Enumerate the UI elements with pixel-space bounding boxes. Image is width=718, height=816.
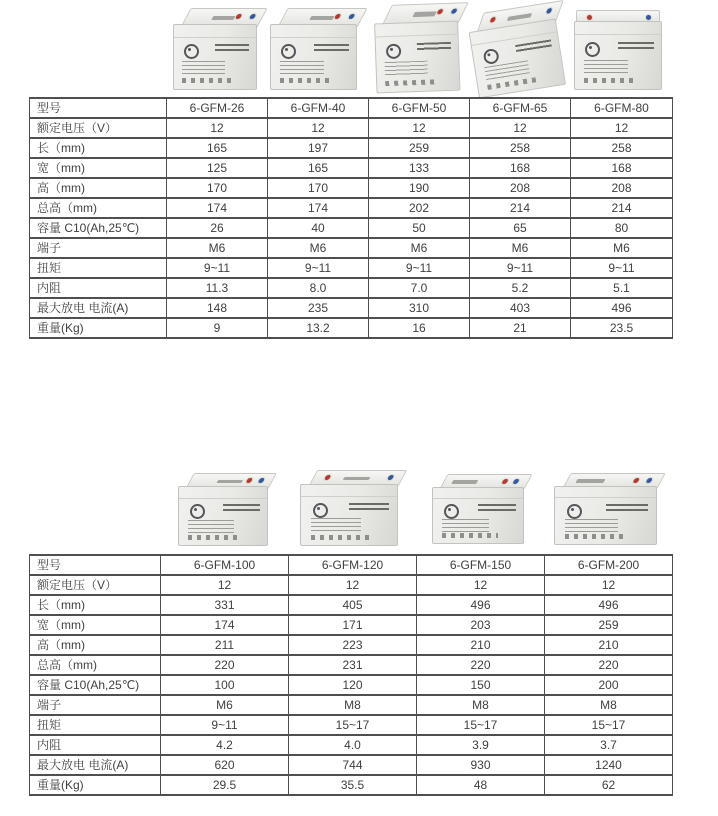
- model-header: 6-GFM-120: [289, 555, 417, 575]
- cell-value: M6: [571, 238, 673, 258]
- table-row: [30, 655, 673, 675]
- row-label: 重量(Kg): [30, 318, 167, 338]
- model-header: 6-GFM-40: [268, 98, 369, 118]
- battery-model-text: [349, 503, 389, 512]
- row-label: 总高（mm): [30, 198, 167, 218]
- battery-photo-9: [554, 473, 657, 545]
- cell-value: 12: [470, 118, 571, 138]
- cell-value: 220: [161, 655, 289, 675]
- battery-front-label: [432, 487, 524, 544]
- table-row: [30, 595, 673, 615]
- cell-value: 9~11: [571, 258, 673, 278]
- cell-value: 8.0: [268, 278, 369, 298]
- cell-value: 13.2: [268, 318, 369, 338]
- cell-value: 26: [167, 218, 268, 238]
- battery-terminal-positive: [632, 478, 640, 483]
- battery-terminal-negative: [387, 475, 395, 480]
- battery-handle-slot: [217, 480, 243, 484]
- row-label: 总高（mm): [30, 655, 161, 675]
- cell-value: 48: [417, 775, 545, 795]
- table-row: [30, 735, 673, 755]
- table-row: [30, 715, 673, 735]
- cell-value: 496: [417, 595, 545, 615]
- cell-value: 12: [545, 575, 673, 595]
- cell-value: 133: [369, 158, 470, 178]
- cell-value: 3.7: [545, 735, 673, 755]
- certification-icons: [565, 534, 628, 539]
- row-label-header: 型号: [30, 555, 161, 575]
- cell-value: 310: [369, 298, 470, 318]
- row-label: 额定电压（V）: [30, 575, 161, 595]
- cell-value: 174: [268, 198, 369, 218]
- battery-spec-text: [565, 519, 618, 533]
- cell-value: 231: [289, 655, 417, 675]
- cell-value: 12: [571, 118, 673, 138]
- table-row: [30, 775, 673, 795]
- cell-value: 4.2: [161, 735, 289, 755]
- cell-value: M6: [369, 238, 470, 258]
- cell-value: 620: [161, 755, 289, 775]
- cell-value: 1240: [545, 755, 673, 775]
- model-header: 6-GFM-65: [470, 98, 571, 118]
- row-label: 内阻: [30, 278, 167, 298]
- row-label: 最大放电 电流(A): [30, 298, 167, 318]
- cell-value: 258: [470, 138, 571, 158]
- battery-terminal-positive: [501, 479, 509, 484]
- cell-value: 744: [289, 755, 417, 775]
- cell-value: 496: [545, 595, 673, 615]
- battery-seam: [433, 498, 523, 499]
- row-label: 高（mm): [30, 178, 167, 198]
- certification-icons: [188, 535, 243, 540]
- cell-value: 65: [470, 218, 571, 238]
- cell-value: 210: [545, 635, 673, 655]
- cell-value: 100: [161, 675, 289, 695]
- cell-value: 23.5: [571, 318, 673, 338]
- row-label: 长（mm): [30, 138, 167, 158]
- certification-icons: [442, 533, 498, 538]
- row-label: 扭矩: [30, 258, 167, 278]
- model-header: 6-GFM-80: [571, 98, 673, 118]
- cell-value: M6: [268, 238, 369, 258]
- cell-value: 259: [545, 615, 673, 635]
- brand-logo-icon: [313, 503, 328, 518]
- cell-value: 9~11: [268, 258, 369, 278]
- cell-value: 235: [268, 298, 369, 318]
- cell-value: 4.0: [289, 735, 417, 755]
- spec-table-large-models: [29, 554, 673, 796]
- cell-value: 220: [545, 655, 673, 675]
- cell-value: 165: [268, 158, 369, 178]
- cell-value: 12: [417, 575, 545, 595]
- row-label: 宽（mm): [30, 158, 167, 178]
- battery-handle-slot: [452, 480, 479, 483]
- brand-logo-icon: [444, 504, 459, 519]
- battery-spec-text: [442, 519, 489, 533]
- cell-value: 258: [571, 138, 673, 158]
- cell-value: 11.3: [167, 278, 268, 298]
- brand-logo-icon: [567, 504, 582, 519]
- model-header: 6-GFM-100: [161, 555, 289, 575]
- cell-value: 202: [369, 198, 470, 218]
- cell-value: M8: [545, 695, 673, 715]
- row-label: 高（mm): [30, 635, 161, 655]
- cell-value: 12: [289, 575, 417, 595]
- battery-photo-7: [300, 470, 398, 546]
- row-label: 端子: [30, 695, 161, 715]
- cell-value: 203: [417, 615, 545, 635]
- cell-value: M8: [289, 695, 417, 715]
- cell-value: M6: [167, 238, 268, 258]
- table-row: [30, 635, 673, 655]
- cell-value: M6: [161, 695, 289, 715]
- header-row: [30, 555, 673, 575]
- cell-value: 168: [571, 158, 673, 178]
- cell-value: 5.2: [470, 278, 571, 298]
- cell-value: 15~17: [417, 715, 545, 735]
- cell-value: 220: [417, 655, 545, 675]
- cell-value: 403: [470, 298, 571, 318]
- cell-value: 9~11: [369, 258, 470, 278]
- battery-photo-6: [178, 473, 268, 546]
- battery-handle-slot: [576, 479, 606, 482]
- cell-value: 214: [571, 198, 673, 218]
- cell-value: 9~11: [167, 258, 268, 278]
- cell-value: 3.9: [417, 735, 545, 755]
- cell-value: 197: [268, 138, 369, 158]
- cell-value: 15~17: [545, 715, 673, 735]
- cell-value: 5.1: [571, 278, 673, 298]
- battery-handle-slot: [342, 477, 370, 481]
- table-row: [30, 695, 673, 715]
- row-label: 端子: [30, 238, 167, 258]
- cell-value: 170: [268, 178, 369, 198]
- row-label: 内阻: [30, 735, 161, 755]
- cell-value: 21: [470, 318, 571, 338]
- battery-spec-text: [188, 520, 234, 534]
- model-header: 6-GFM-200: [545, 555, 673, 575]
- cell-value: 331: [161, 595, 289, 615]
- cell-value: 80: [571, 218, 673, 238]
- cell-value: M8: [417, 695, 545, 715]
- model-header: 6-GFM-150: [417, 555, 545, 575]
- cell-value: 200: [545, 675, 673, 695]
- row-label: 最大放电 电流(A): [30, 755, 161, 775]
- cell-value: 208: [571, 178, 673, 198]
- cell-value: 9~11: [470, 258, 571, 278]
- cell-value: 174: [167, 198, 268, 218]
- cell-value: 40: [268, 218, 369, 238]
- cell-value: 9~11: [161, 715, 289, 735]
- cell-value: 214: [470, 198, 571, 218]
- battery-photo-8: [432, 474, 524, 544]
- battery-front-label: [554, 486, 657, 545]
- cell-value: 15~17: [289, 715, 417, 735]
- cell-value: 12: [369, 118, 470, 138]
- row-label: 重量(Kg): [30, 775, 161, 795]
- table-row: [30, 575, 673, 595]
- cell-value: 9: [167, 318, 268, 338]
- battery-terminal-negative: [645, 478, 653, 483]
- row-label: 扭矩: [30, 715, 161, 735]
- cell-value: 171: [289, 615, 417, 635]
- cell-value: 12: [161, 575, 289, 595]
- cell-value: 50: [369, 218, 470, 238]
- cell-value: 168: [470, 158, 571, 178]
- cell-value: 120: [289, 675, 417, 695]
- cell-value: 12: [167, 118, 268, 138]
- cell-value: 125: [167, 158, 268, 178]
- row-label: 宽（mm): [30, 615, 161, 635]
- cell-value: 16: [369, 318, 470, 338]
- cell-value: 12: [268, 118, 369, 138]
- battery-model-text: [478, 504, 516, 513]
- cell-value: 208: [470, 178, 571, 198]
- brand-logo-icon: [190, 504, 205, 519]
- cell-value: 190: [369, 178, 470, 198]
- cell-value: 29.5: [161, 775, 289, 795]
- cell-value: 174: [161, 615, 289, 635]
- row-label: 额定电压（V）: [30, 118, 167, 138]
- cell-value: 62: [545, 775, 673, 795]
- cell-value: 405: [289, 595, 417, 615]
- battery-model-text: [606, 504, 648, 513]
- battery-terminal-negative: [513, 479, 521, 484]
- row-label-header: 型号: [30, 98, 167, 118]
- cell-value: 35.5: [289, 775, 417, 795]
- cell-value: 170: [167, 178, 268, 198]
- battery-terminal-positive: [246, 478, 254, 483]
- table-row: [30, 755, 673, 775]
- cell-value: 210: [417, 635, 545, 655]
- cell-value: 165: [167, 138, 268, 158]
- cell-value: 930: [417, 755, 545, 775]
- model-header: 6-GFM-26: [167, 98, 268, 118]
- row-label: 容量 C10(Ah,25℃): [30, 218, 167, 238]
- cell-value: M6: [470, 238, 571, 258]
- certification-icons: [311, 535, 371, 540]
- battery-terminal-positive: [323, 475, 331, 480]
- battery-front-label: [178, 486, 268, 546]
- row-label: 长（mm): [30, 595, 161, 615]
- model-header: 6-GFM-50: [369, 98, 470, 118]
- battery-seam: [301, 496, 397, 497]
- cell-value: 259: [369, 138, 470, 158]
- cell-value: 150: [417, 675, 545, 695]
- battery-seam: [555, 497, 656, 498]
- cell-value: 496: [571, 298, 673, 318]
- cell-value: 148: [167, 298, 268, 318]
- battery-front-label: [300, 484, 398, 546]
- battery-spec-text: [311, 518, 361, 532]
- cell-value: 223: [289, 635, 417, 655]
- table-row: [30, 675, 673, 695]
- battery-terminal-negative: [257, 478, 265, 483]
- cell-value: 211: [161, 635, 289, 655]
- battery-model-text: [223, 504, 260, 513]
- table-row: [30, 615, 673, 635]
- battery-seam: [179, 498, 267, 499]
- cell-value: 7.0: [369, 278, 470, 298]
- row-label: 容量 C10(Ah,25℃): [30, 675, 161, 695]
